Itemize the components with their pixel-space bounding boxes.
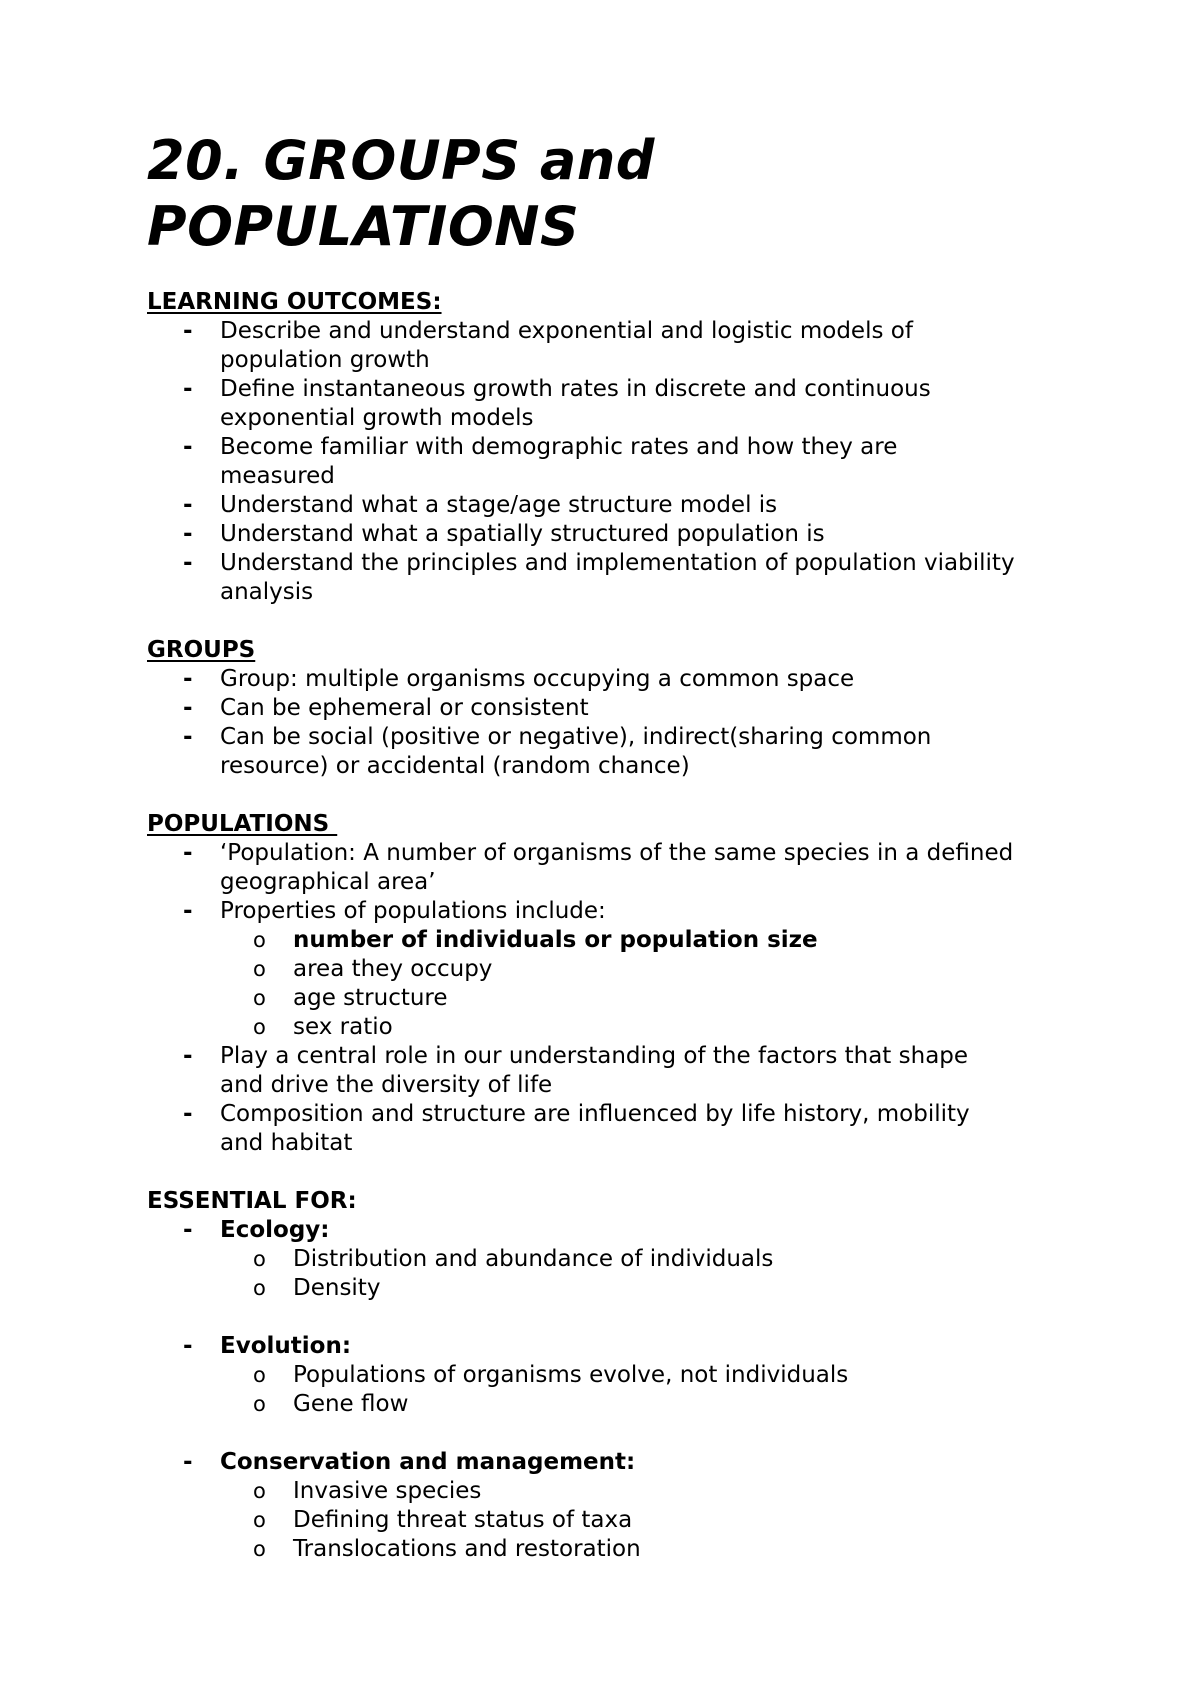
populations-heading: POPULATIONS — [147, 811, 338, 837]
learning-outcomes-section — [147, 288, 1087, 607]
list-item: - Properties of populations include: o number of individuals or population size o area they occupy o age structure o sex ratio — [147, 897, 1087, 1042]
sublist-item: o Invasive species — [253, 1478, 482, 1504]
list-item: - Define instantaneous growth rates in discrete and continuous exponential growth models — [183, 376, 931, 431]
sublist-item: o Translocations and restoration — [253, 1536, 641, 1562]
conservation-sublist — [220, 1477, 1087, 1564]
title-line-1: 20. GROUPS and — [147, 129, 655, 192]
document-title — [147, 128, 1087, 260]
sublist-item: o Density — [253, 1275, 381, 1301]
learning-outcomes-list — [147, 317, 1087, 607]
title-line-2: POPULATIONS — [147, 195, 580, 258]
list-item: - Evolution: o Populations of organisms evolve, not individuals o Gene flow — [147, 1332, 1087, 1419]
list-item: - Composition and structure are influenced by life history, mobility and habitat — [183, 1101, 970, 1156]
essential-list-conservation — [147, 1448, 1087, 1564]
list-item: - Understand what a stage/age structure model is — [183, 492, 778, 518]
populations-section — [147, 810, 1087, 1158]
properties-sublist — [220, 926, 1087, 1042]
list-item: - Group: multiple organisms occupying a common space — [183, 666, 855, 692]
list-item: - Can be ephemeral or consistent — [183, 695, 589, 721]
groups-section — [147, 636, 1087, 781]
essential-list — [147, 1216, 1087, 1303]
sublist-item: o Distribution and abundance of individuals — [253, 1246, 774, 1272]
list-item: - Ecology: o Distribution and abundance of individuals o Density — [147, 1216, 1087, 1303]
list-item: - Can be social (positive or negative), indirect(sharing common resource) or accidental (random chance) — [183, 724, 932, 779]
sublist-item: o age structure — [253, 985, 448, 1011]
essential-heading: ESSENTIAL FOR: — [147, 1188, 357, 1214]
sublist-item: o area they occupy — [253, 956, 493, 982]
list-item: - Understand the principles and implementation of population viability analysis — [183, 550, 1015, 605]
learning-outcomes-heading: LEARNING OUTCOMES: — [147, 289, 442, 315]
groups-heading: GROUPS — [147, 637, 256, 663]
list-item: - Become familiar with demographic rates and how they are measured — [183, 434, 898, 489]
sublist-item: o Gene flow — [253, 1391, 409, 1417]
list-item: - Describe and understand exponential and logistic models of population growth — [183, 318, 913, 373]
ecology-sublist — [220, 1245, 1087, 1303]
list-item: - Conservation and management: o Invasive species o Defining threat status of taxa o Translocations and restoration — [147, 1448, 1087, 1564]
essential-section — [147, 1187, 1087, 1564]
list-item: - ‘Population: A number of organisms of the same species in a defined geographical area’ — [183, 840, 1014, 895]
groups-list — [147, 665, 1087, 781]
evolution-sublist — [220, 1361, 1087, 1419]
sublist-item: o number of individuals or population size — [253, 927, 818, 953]
sublist-item: o Defining threat status of taxa — [253, 1507, 633, 1533]
list-item: - Understand what a spatially structured population is — [183, 521, 825, 547]
sublist-item: o Populations of organisms evolve, not individuals — [253, 1362, 849, 1388]
sublist-item: o sex ratio — [253, 1014, 393, 1040]
document-page — [147, 128, 1087, 1564]
list-item: - Play a central role in our understanding of the factors that shape and drive the diversity of life — [183, 1043, 969, 1098]
populations-list — [147, 839, 1087, 1158]
essential-list-evolution — [147, 1332, 1087, 1419]
